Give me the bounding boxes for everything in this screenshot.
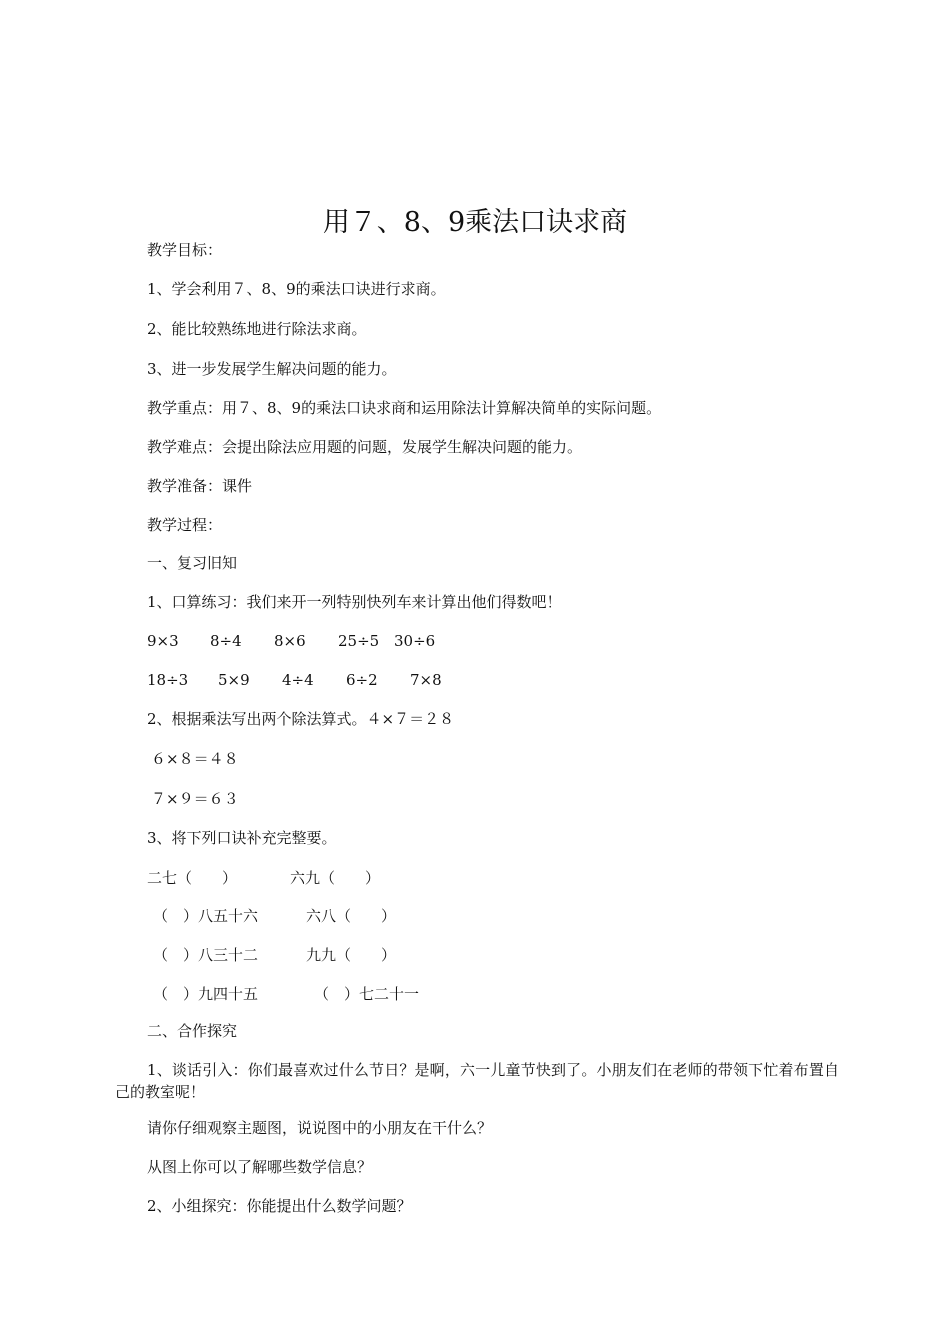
fill-blank-item: 六八（ ）: [306, 907, 397, 925]
section-heading: 二、合作探究: [147, 1022, 238, 1040]
calc-expression: 7×8: [410, 671, 442, 689]
difficulty: 教学难点：会提出除法应用题的问题，发展学生解决问题的能力。: [147, 438, 583, 456]
key-point: 教学重点：用７、8、9的乘法口诀求商和运用除法计算解决简单的实际问题。: [147, 399, 662, 417]
question: 从图上你可以了解哪些数学信息？: [147, 1158, 373, 1176]
objective-item: 1、学会利用７、8、9的乘法口诀进行求商。: [147, 280, 446, 298]
objective-item: 2、能比较熟练地进行除法求商。: [147, 320, 367, 338]
fill-blank-item: 六九（ ）: [290, 869, 381, 887]
fill-blank-item: （ ）七二十一: [314, 985, 420, 1003]
calc-expression: 5×9: [218, 671, 250, 689]
fill-blank-item: 九九（ ）: [306, 946, 397, 964]
equation: ６×８＝４８: [151, 750, 239, 768]
exercise-item: 2、小组探究：你能提出什么数学问题？: [147, 1197, 412, 1215]
objective-item: 3、进一步发展学生解决问题的能力。: [147, 360, 397, 378]
exercise-item: 3、将下列口诀补充完整要。: [147, 829, 337, 847]
calc-expression: 6÷2: [346, 671, 378, 689]
objectives-heading: 教学目标：: [147, 241, 223, 259]
fill-blank-item: 二七（ ）: [147, 869, 238, 887]
calc-expression: 30÷6: [394, 632, 436, 650]
section-heading: 一、复习旧知: [147, 554, 238, 572]
calc-expression: 8÷4: [210, 632, 242, 650]
calc-expression: 8×6: [274, 632, 306, 650]
preparation: 教学准备：课件: [147, 477, 253, 495]
exercise-item: 2、根据乘法写出两个除法算式。４×７＝２８: [147, 710, 455, 728]
question: 请你仔细观察主题图，说说图中的小朋友在干什么？: [147, 1119, 493, 1137]
equation: ７×９＝６３: [151, 790, 239, 808]
intro-paragraph: 1、谈话引入：你们最喜欢过什么节日？是啊，六一儿童节快到了。小朋友们在老师的带领下忙着布置自己的教室呢！: [115, 1061, 839, 1101]
calc-expression: 4÷4: [282, 671, 314, 689]
exercise-item: 1、口算练习：我们来开一列特别快列车来计算出他们得数吧！: [147, 593, 562, 611]
fill-blank-item: （ ）八五十六: [153, 907, 259, 925]
fill-blank-item: （ ）九四十五: [153, 985, 259, 1003]
page-title: 用７、8、9乘法口诀求商: [322, 207, 628, 238]
calc-expression: 25÷5: [338, 632, 380, 650]
process-heading: 教学过程：: [147, 516, 223, 534]
calc-expression: 9×3: [147, 632, 179, 650]
fill-blank-item: （ ）八三十二: [153, 946, 259, 964]
calc-expression: 18÷3: [147, 671, 189, 689]
